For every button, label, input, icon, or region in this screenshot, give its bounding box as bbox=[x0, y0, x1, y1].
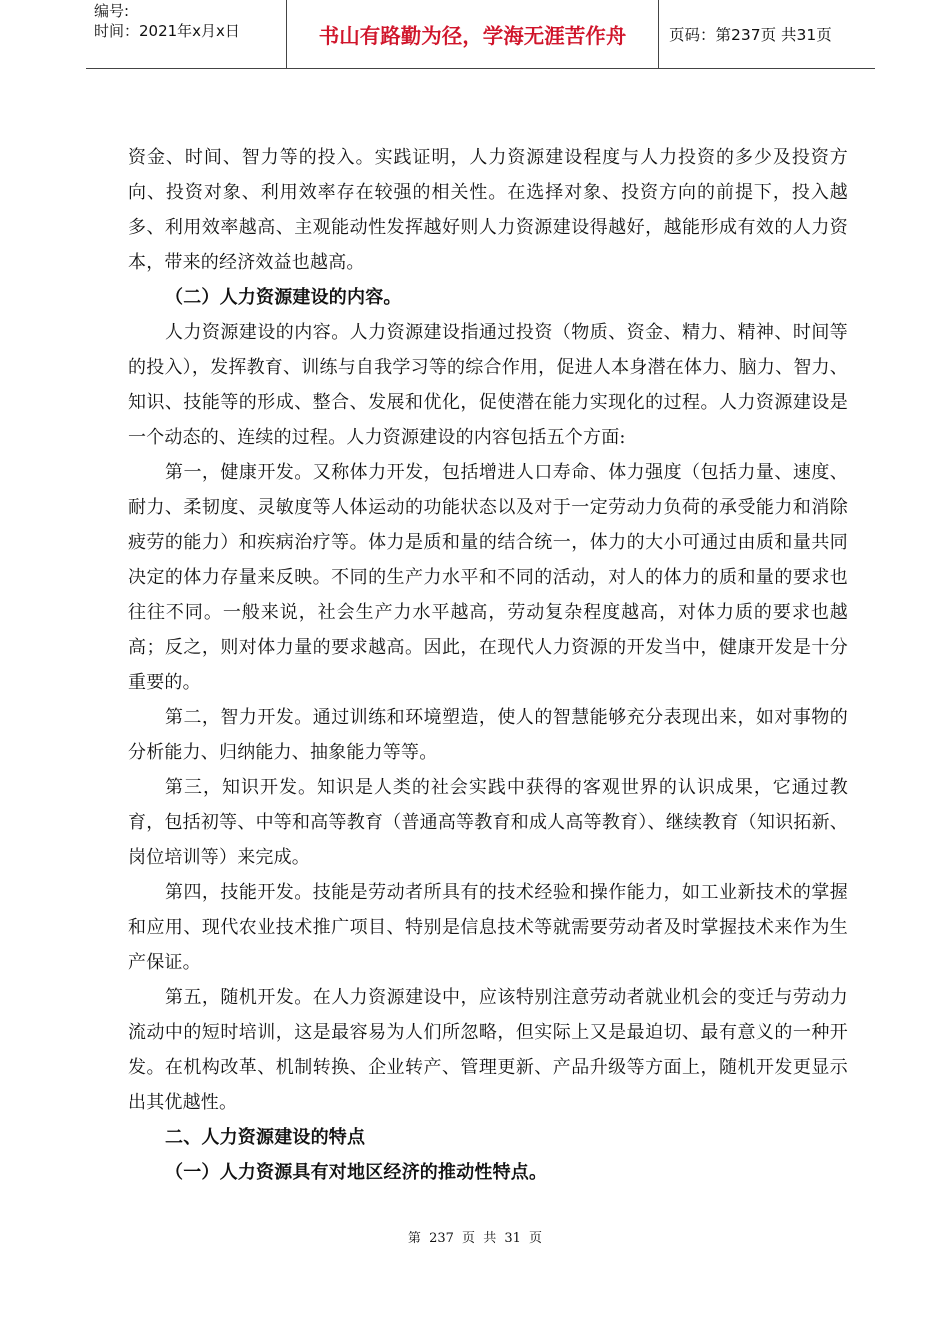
header-page-cell bbox=[659, 0, 875, 68]
footer-ye2: 页 bbox=[529, 1231, 543, 1246]
page-header bbox=[86, 0, 875, 69]
paragraph: 第五，随机开发。在人力资源建设中，应该特别注意劳动者就业机会的变迁与劳动力流动中的短时培训，这是最容易为人们所忽略，但实际上又是最迫切、最有意义的一种开发。在机构改革、机制转换、企业转产、管理更新、产品升级等方面上，随机开发更显示出其优越性。 bbox=[128, 987, 848, 1113]
header-meta-cell bbox=[86, 0, 286, 68]
footer-gong: 共 bbox=[483, 1231, 497, 1246]
motto-text: 书山有路勤为径，学海无涯苦作舟 bbox=[318, 24, 627, 48]
serial-label: 编号: bbox=[94, 2, 130, 20]
paragraph: 第一，健康开发。又称体力开发，包括增进人口寿命、体力强度（包括力量、速度、耐力、柔韧度、灵敏度等人体运动的功能状态以及对于一定劳动力负荷的承受能力和消除疲劳的能力）和疾病治疗等。体力是质和量的结合统一，体力的大小可通过由质和量共同决定的体力存量来反映。不同的生产力水平和不同的活动，对人的体力的质和量的要求也往往不同。一般来说，社会生产力水平越高，劳动复杂程度越高，对体力质的要求也越高；反之，则对体力量的要求越高。因此，在现代人力资源的开发当中，健康开发是十分重要的。 bbox=[128, 462, 848, 693]
time-label: 时间：2021年x月x日 bbox=[94, 22, 240, 40]
footer-total-pages: 31 bbox=[504, 1231, 521, 1246]
header-motto-cell bbox=[286, 0, 659, 68]
footer-page-number: 237 bbox=[429, 1231, 454, 1246]
section-heading: （一）人力资源具有对地区经济的推动性特点。 bbox=[165, 1162, 548, 1183]
footer-di: 第 bbox=[407, 1231, 421, 1246]
page-footer bbox=[0, 1227, 950, 1246]
footer-ye: 页 bbox=[462, 1231, 476, 1246]
paragraph: 资金、时间、智力等的投入。实践证明，人力资源建设程度与人力投资的多少及投资方向、投资对象、利用效率存在较强的相关性。在选择对象、投资方向的前提下，投入越多、利用效率越高、主观能动性发挥越好则人力资源建设得越好，越能形成有效的人力资本，带来的经济效益也越高。 bbox=[128, 147, 848, 273]
page-info: 页码：第237页 共31页 bbox=[669, 26, 832, 44]
document-body bbox=[128, 140, 848, 1190]
paragraph: 人力资源建设的内容。人力资源建设指通过投资（物质、资金、精力、精神、时间等的投入），发挥教育、训练与自我学习等的综合作用，促进人本身潜在体力、脑力、智力、知识、技能等的形成、整合、发展和优化，促使潜在能力实现化的过程。人力资源建设是一个动态的、连续的过程。人力资源建设的内容包括五个方面: bbox=[128, 322, 848, 448]
chapter-heading: 二、人力资源建设的特点 bbox=[165, 1127, 366, 1148]
section-heading: （二）人力资源建设的内容。 bbox=[165, 287, 402, 308]
paragraph: 第二，智力开发。通过训练和环境塑造，使人的智慧能够充分表现出来，如对事物的分析能力、归纳能力、抽象能力等等。 bbox=[128, 707, 848, 763]
paragraph: 第三，知识开发。知识是人类的社会实践中获得的客观世界的认识成果，它通过教育，包括初等、中等和高等教育（普通高等教育和成人高等教育）、继续教育（知识拓新、岗位培训等）来完成。 bbox=[128, 777, 848, 868]
paragraph: 第四，技能开发。技能是劳动者所具有的技术经验和操作能力，如工业新技术的掌握和应用、现代农业技术推广项目、特别是信息技术等就需要劳动者及时掌握技术来作为生产保证。 bbox=[128, 882, 848, 973]
